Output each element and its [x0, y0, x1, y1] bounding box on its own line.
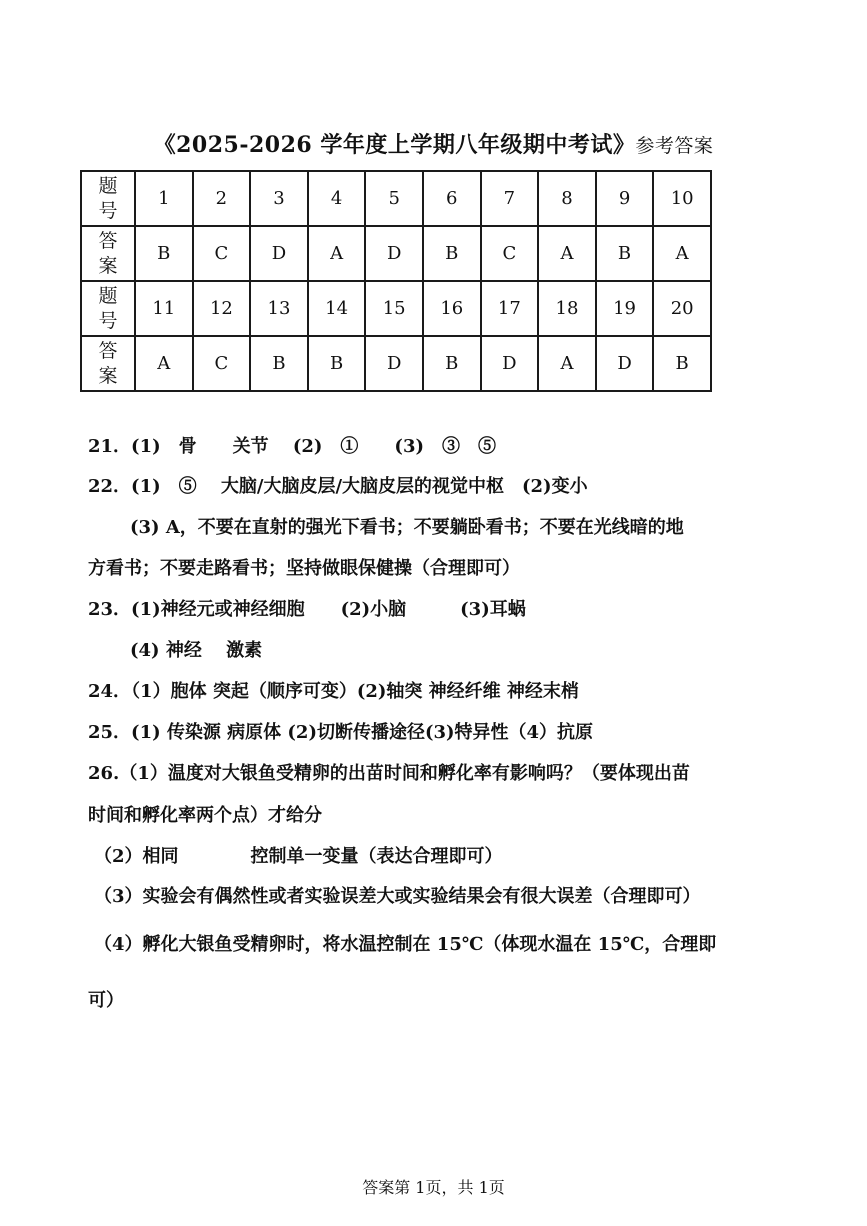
question-number-cell: 12: [193, 281, 251, 336]
row-label: 答 案: [81, 336, 135, 391]
table-row: [81, 281, 711, 336]
answer-cell: B: [308, 336, 366, 391]
answer-cell: C: [193, 336, 251, 391]
answer-line-21: 21．(1) 骨 关节 (2) ① (3) ③ ⑤: [88, 436, 496, 457]
question-number-cell: 10: [653, 171, 711, 226]
question-number-cell: 7: [481, 171, 539, 226]
answer-cell: D: [250, 226, 308, 281]
answer-line-22: 22．(1) ⑤ 大脑/大脑皮层/大脑皮层的视觉中枢 (2)变小: [88, 476, 588, 497]
answer-cell: B: [596, 226, 654, 281]
page-title: [0, 128, 867, 159]
title-main: 《2025-2026 学年度上学期八年级期中考试》: [153, 132, 636, 158]
answer-cell: A: [538, 336, 596, 391]
answer-line-23-4: (4) 神经 激素: [130, 640, 263, 661]
answer-line-22-3: (3) A，不要在直射的强光下看书；不要躺卧看书；不要在光线暗的地: [130, 517, 684, 538]
question-number-cell: 3: [250, 171, 308, 226]
answer-line-24: 24．（1）胞体 突起（顺序可变）(2)轴突 神经纤维 神经末梢: [88, 681, 579, 702]
question-number-cell: 1: [135, 171, 193, 226]
question-number-cell: 8: [538, 171, 596, 226]
answer-cell: B: [135, 226, 193, 281]
row-label: 题 号: [81, 171, 135, 226]
answer-line-22-3-cont: 方看书；不要走路看书；坚持做眼保健操（合理即可）: [88, 558, 520, 579]
answer-cell: D: [365, 226, 423, 281]
question-number-cell: 15: [365, 281, 423, 336]
question-number-cell: 6: [423, 171, 481, 226]
answer-cell: A: [308, 226, 366, 281]
question-number-cell: 20: [653, 281, 711, 336]
answer-line-26-4: （4）孵化大银鱼受精卵时，将水温控制在 15℃（体现水温在 15℃，合理即: [94, 934, 717, 955]
answer-cell: D: [365, 336, 423, 391]
answer-cell: B: [423, 336, 481, 391]
answer-line-26-3: （3）实验会有偶然性或者实验误差大或实验结果会有很大误差（合理即可）: [94, 886, 701, 907]
answer-line-26-1: 26.（1）温度对大银鱼受精卵的出苗时间和孵化率有影响吗？（要体现出苗: [88, 763, 690, 784]
question-number-cell: 16: [423, 281, 481, 336]
question-number-cell: 13: [250, 281, 308, 336]
answer-line-26-1-cont: 时间和孵化率两个点）才给分: [88, 805, 322, 826]
answer-line-26-2: （2）相同 控制单一变量（表达合理即可）: [94, 846, 503, 867]
question-number-cell: 11: [135, 281, 193, 336]
question-number-cell: 18: [538, 281, 596, 336]
table-row: [81, 171, 711, 226]
answer-line-23: 23．(1)神经元或神经细胞 (2)小脑 (3)耳蜗: [88, 599, 526, 620]
question-number-cell: 2: [193, 171, 251, 226]
answer-cell: C: [481, 226, 539, 281]
answer-cell: A: [135, 336, 193, 391]
table-row: [81, 226, 711, 281]
answer-cell: D: [596, 336, 654, 391]
answer-cell: D: [481, 336, 539, 391]
page-footer: 答案第 1页，共 1页: [362, 1178, 505, 1197]
question-number-cell: 17: [481, 281, 539, 336]
question-number-cell: 14: [308, 281, 366, 336]
answer-cell: B: [653, 336, 711, 391]
table-row: [81, 336, 711, 391]
row-label: 题 号: [81, 281, 135, 336]
answer-table: [80, 170, 712, 392]
question-number-cell: 4: [308, 171, 366, 226]
question-number-cell: 5: [365, 171, 423, 226]
answer-cell: A: [538, 226, 596, 281]
answer-cell: A: [653, 226, 711, 281]
answer-cell: C: [193, 226, 251, 281]
title-sub: 参考答案: [635, 135, 714, 157]
question-number-cell: 19: [596, 281, 654, 336]
answer-cell: B: [423, 226, 481, 281]
answer-line-25: 25．(1) 传染源 病原体 (2)切断传播途径(3)特异性（4）抗原: [88, 722, 594, 743]
question-number-cell: 9: [596, 171, 654, 226]
row-label: 答 案: [81, 226, 135, 281]
answer-cell: B: [250, 336, 308, 391]
answer-line-26-4-cont: 可）: [88, 990, 124, 1011]
